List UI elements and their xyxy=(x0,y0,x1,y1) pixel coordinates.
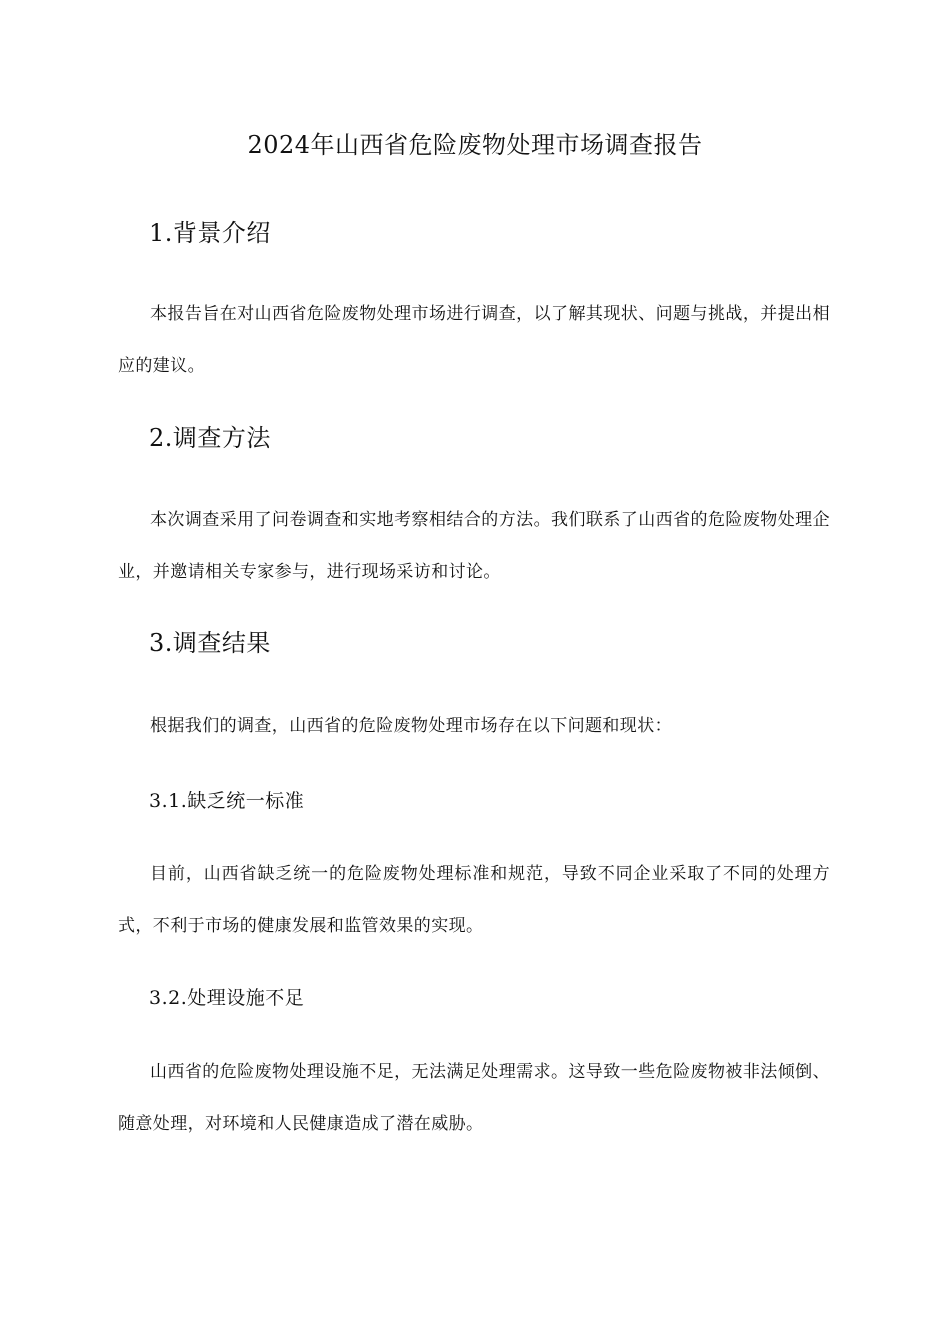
paragraph-background: 本报告旨在对山西省危险废物处理市场进行调查，以了解其现状、问题与挑战，并提出相应的建议。 xyxy=(118,304,830,376)
paragraph-facilities: 山西省的危险废物处理设施不足，无法满足处理需求。这导致一些危险废物被非法倾倒、随意处理，对环境和人民健康造成了潜在威胁。 xyxy=(118,1062,830,1134)
subsection-heading-facilities: 3.2.处理设施不足 xyxy=(149,987,305,1009)
paragraph-results: 根据我们的调查，山西省的危险废物处理市场存在以下问题和现状： xyxy=(150,716,672,736)
subsection-heading-standards: 3.1.缺乏统一标准 xyxy=(149,790,305,812)
document-title: 2024年山西省危险废物处理市场调查报告 xyxy=(247,131,703,159)
paragraph-standards: 目前，山西省缺乏统一的危险废物处理标准和规范，导致不同企业采取了不同的处理方式，不利于市场的健康发展和监管效果的实现。 xyxy=(118,864,830,936)
paragraph-method: 本次调查采用了问卷调查和实地考察相结合的方法。我们联系了山西省的危险废物处理企业，并邀请相关专家参与，进行现场采访和讨论。 xyxy=(118,510,830,582)
section-heading-results: 3.调查结果 xyxy=(149,629,271,657)
section-heading-method: 2.调查方法 xyxy=(149,424,271,452)
section-heading-background: 1.背景介绍 xyxy=(149,219,271,247)
